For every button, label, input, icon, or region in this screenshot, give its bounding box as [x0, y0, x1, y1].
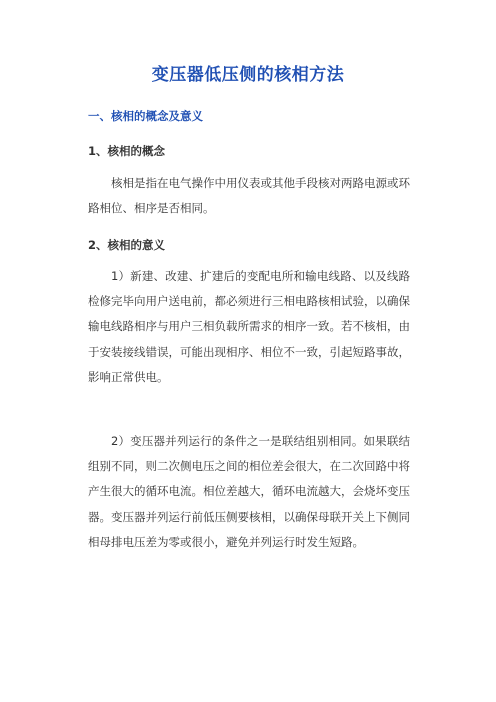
document-title: 变压器低压侧的核相方法 — [151, 65, 345, 85]
paragraph-concept: 核相是指在电气操作中用仪表或其他手段核对两路电源或环路相位、相序是否相同。 — [88, 176, 410, 216]
subheading-concept: 1、核相的概念 — [88, 144, 166, 158]
paragraph-significance-2: 2）变压器并列运行的条件之一是联结组别相同。如果联结组别不同，则二次侧电压之间的相位差会很大，在二次回路中将产生很大的循环电流。相位差越大，循环电流越大，会烧坏变压器。变压器并列运行前低压侧要核相，以确保母联开关上下侧同相母排电压差为零或很小，避免并列运行时发生短路。 — [88, 434, 410, 549]
section-heading-concept-and-significance: 一、核相的概念及意义 — [88, 109, 203, 123]
paragraph-significance-1: 1）新建、改建、扩建后的变配电所和输电线路、以及线路检修完毕向用户送电前，都必须进行三相电路核相试验，以确保输电线路相序与用户三相负载所需求的相序一致。若不核相，由于安装接线错误，可能出现相序、相位不一致，引起短路事故，影响正常供电。 — [88, 269, 410, 384]
subheading-significance: 2、核相的意义 — [88, 238, 166, 252]
